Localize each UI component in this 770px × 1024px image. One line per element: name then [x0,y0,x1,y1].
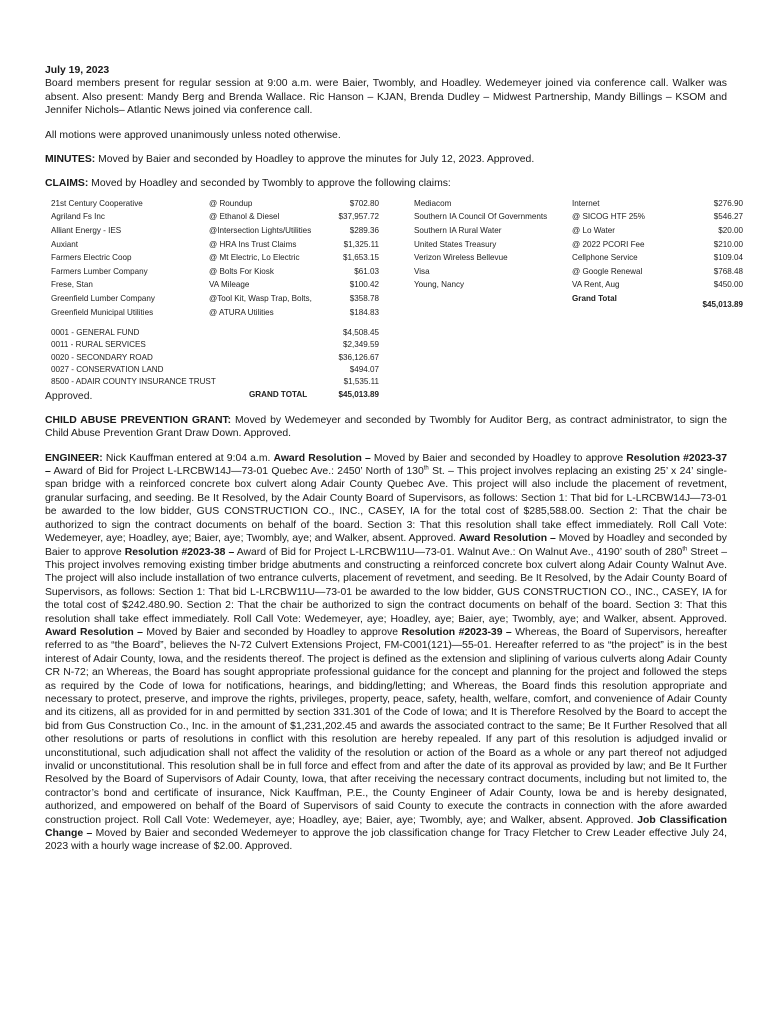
fund-summary [51,327,379,401]
claims-amount-column-2 [675,197,743,292]
fund-total-row [51,389,379,401]
claims-vendor-column-1 [51,197,155,319]
claim-amount: $276.90 [713,198,743,208]
engineer-bold: Award Resolution – [458,533,556,545]
fund-amount: $1,535.11 [343,377,379,387]
fund-amount: $4,508.45 [342,327,379,337]
claim-desc: Internet [572,198,600,208]
claim-amount: $768.48 [713,266,743,276]
claim-vendor: Frese, Stan [51,280,93,290]
claim-vendor: Young, Nancy [414,280,465,290]
fund-name: 8500 - ADAIR COUNTY INSURANCE TRUST [51,377,216,387]
engineer-text: Moved by Baier and seconded Wedemeyer to approve the job classification change for Tracy Fletcher to Crew Leader effective July 24, 2023 with a hourly wage increase of $2.00. Approved. [45,828,727,853]
fund-name: 0027 - CONSERVATION LAND [51,365,164,375]
claim-desc: Cellphone Service [572,253,638,263]
engineer-text: Whereas, the Board of Supervisors, hereafter referred to as “the Board”, believes the N-72 Culvert Extensions Project, FM-C001(121)—55-01. Hereafter referred to as “the project” is in the best interest of Adair County, Iowa, and the residents thereof. The project is defined as the extension and sliplining of various culverts along Adair County CR N-72; an Whereas, the Board has sought appropriate professional guidance for the concept and planning for the project and followed the steps as required by the Code of Iowa for notifications, hearings, and bidding/letting; and Whereas, the Board finds this resolution appropriate and necessary to protect, preserve, and improve the rights, privileges, property, peace, safety, health, welfare, comfort, and convenience of Adair County and its citizens, all as provided for in and permitted by section 331.301 of the Code of Iowa; and It is Therefore Resolved by the Board to accept the bid from Gus Construction Co., Inc. in the amount of $1,231,202.45 and awards the associated contract to the same; Be It Further Resolved that all other resolutions or parts of resolutions in conflict with this resolution are hereby repealed. If any part of this resolution is adjudged invalid or unconstitutional, such adjudication shall not affect the validity of the resolution or action of the Board as a whole or any part thereof not adjudged invalid or unconstitutional. This resolution shall be in full force and effect from and after the date of its approval as provided by law; and Be It Further Resolved by the Board of Supervisors of Adair County, Iowa, that after receiving the necessary contract documents, including but not limited to, the contractor’s bond and certificate of insurance, Nick Kauffman, P.E., the County Engineer of Adair County, Iowa be and is hereby designated, authorized, and empowered on behalf of the Board of Supervisors of said County to execute the contracts in connection with the afore awarded construction project. Roll Call Vote: Wedemeyer, aye; Hoadley, aye; Baier, aye; Twombly, aye; and Walker, absent. Approved. [45,626,727,826]
ordinal-suffix: th [682,546,688,553]
claim-vendor: Mediacom [414,198,452,208]
claims-desc-column-1 [209,197,312,319]
claim-amount: $702.80 [349,198,379,208]
engineer-text: Nick Kauffman entered at 9:04 a.m. [102,452,274,464]
engineer-bold: Award Resolution – [273,452,371,464]
minutes-label: MINUTES: [45,154,96,166]
claim-vendor: Auxiant [51,239,78,249]
claim-amount: $450.00 [713,280,743,290]
claim-vendor: United States Treasury [414,239,497,249]
engineer-text: Award of Bid for Project L-LRCBW14J—73-01 Quebec Ave.: 2450’ North of 130 [50,466,424,478]
engineer-text: Street – This project involves removing existing timber bridge abutments and constructing a reinforced concrete box culvert along Adair County Walnut Ave. The project will also include installation of two entrance culverts, placement of revetment, and seeding. Be It Resolved, by the Adair County Board of Supervisors, as follows: Section 1: That bid L-LRCBW11U—73-01 be awarded to the low bidder, GUS CONSTRUCTION CO., INC., CASEY, IA for the total cost of $242.480.90. Section 2: That the chair be authorized to sign the contract documents on behalf of the board. Section 3: That this resolution shall take effect immediately. Roll Call Vote: Wedemeyer, aye; Hoadley, aye; Baier, aye; Twombly, aye; and Walker, absent. Approved. [45,546,727,625]
meeting-date: July 19, 2023 [45,65,110,76]
claim-desc: @Tool Kit, Wasp Trap, Bolts, [209,294,312,303]
claim-desc: VA Mileage [209,280,250,290]
fund-name: 0020 - SECONDARY ROAD [51,352,153,362]
grand-total-label: Grand Total [572,293,617,303]
resolution-2023-37-title: Resolution #2023-37 – [45,452,727,478]
claim-amount: $100.42 [349,280,379,290]
engineer-bold: Award Resolution – [45,626,143,638]
fund-total-label: GRAND TOTAL [249,389,308,399]
claims-text: Moved by Hoadley and seconded by Twombly to approve the following claims: [88,178,451,190]
claim-desc: @ HRA Ins Trust Claims [209,239,297,249]
claims-paragraph [45,177,727,190]
claims-amount-column-1 [309,197,379,319]
claim-amount: $1,325.11 [343,239,379,249]
claim-amount: $358.78 [349,294,379,303]
claim-vendor: Greenfield Municipal Utilities [51,307,154,317]
claims-approved: Approved. [45,390,93,402]
resolution-2023-38-title: Resolution #2023-38 – [124,546,235,558]
fund-row [51,376,379,388]
claim-vendor: Farmers Lumber Company [51,266,148,276]
fund-amount: $2,349.59 [342,340,379,350]
claim-desc: @ Lo Water [572,226,616,236]
claim-vendor: Greenfield Lumber Company [51,294,155,303]
minutes-document [45,64,743,854]
claim-desc: @ Google Renewal [572,266,643,276]
claim-amount: $20.00 [718,226,743,236]
minutes-text: Moved by Baier and seconded by Hoadley to approve the minutes for July 12, 2023. Approved. [95,154,535,166]
engineer-text: Moved by Baier and seconded by Hoadley to approve [370,452,627,464]
claim-amount: $61.03 [354,266,379,276]
engineer-text: Moved by Baier and seconded by Hoadley to approve [142,626,402,638]
child-abuse-label: CHILD ABUSE PREVENTION GRANT: [45,414,232,426]
claims-vendor-column-2 [414,197,547,292]
fund-row [51,327,379,339]
fund-amount: $494.07 [349,365,379,375]
claim-desc: @ Ethanol & Diesel [209,212,280,222]
claim-vendor: Agriland Fs Inc [51,212,105,222]
claim-vendor: 21st Century Cooperative [51,198,143,208]
fund-name: 0011 - RURAL SERVICES [51,340,146,350]
claim-desc: @ Roundup [209,198,253,208]
claim-desc: @ ATURA Utilities [209,307,274,317]
claim-amount: $37,957.72 [338,212,379,222]
engineer-text: Award of Bid for Project L-LRCBW11U—73-01. Walnut Ave.: On Walnut Ave., 4190’ south of 280 [234,546,683,558]
claim-vendor: Visa [414,266,430,276]
job-classification-title: Job Classification Change – [45,814,728,840]
claim-amount: $210.00 [713,239,743,249]
unanimous-note: All motions were approved unanimously unless noted otherwise. [45,129,341,141]
ordinal-suffix: th [423,465,429,472]
minutes-paragraph [45,153,727,166]
fund-amount: $36,126.67 [338,352,379,362]
claims-label: CLAIMS: [45,178,89,190]
claim-amount: $184.83 [349,307,379,317]
claim-vendor: Verizon Wireless Bellevue [414,253,508,263]
claim-amount: $109.04 [713,253,743,263]
claims-desc-column-2 [572,197,645,292]
claim-desc: @ Mt Electric, Lo Electric [209,253,300,263]
fund-row [51,339,379,351]
claim-desc: @ Bolts For Kiosk [209,266,274,276]
resolution-2023-39-title: Resolution #2023-39 – [401,626,512,638]
child-abuse-text: Moved by Wedemeyer and seconded by Twombly for Auditor Berg, as contract administrator, to sign the Child Abuse Prevention Grant Draw Down. Approved. [45,414,727,440]
claim-amount: $1,653.15 [342,253,379,263]
attendance-paragraph: Board members present for regular session at 9:00 a.m. were Baier, Twombly, and Hoadley. Wedemeyer joined via conference call. Walker was absent. Also present: Mandy Berg and Brenda Wallace. Ric Hanson – KJAN, Brenda Dudley – Midwest Partnership, Mandy Billings – KSOM and Jennifer Nichols– Atlantic News joined via conference call. [45,78,727,117]
claim-desc: @ 2022 PCORI Fee [572,239,645,249]
engineer-text: St. – This project involves replacing an existing 25’ x 24’ single-span bridge with a reinforced concrete box culvert along Adair County Quebec Ave. This project will also include the placement of revetment, granular surfacing, and seeding. Be It Resolved, by the Adair County Board of Supervisors, as follows: Section 1: That bid for L-LRCBW14J—73-01 be awarded to the low bidder, GUS CONSTRUCTION CO., INC., CASEY, IA for the total cost of $285,588.00. Section 2: That the chair be authorized to sign the contract documents on behalf of the board. Section 3: That this resolution shall take effect immediately. Roll Call Vote: Wedemeyer, aye; Hoadley, aye; Baier, aye; Twombly, aye; and Walker, absent. Approved. [45,466,727,545]
engineer-label: ENGINEER: [45,452,103,464]
fund-row [51,364,379,376]
claim-desc: VA Rent, Aug [572,280,620,290]
fund-total-amount: $45,013.89 [338,389,379,399]
claim-vendor: Alliant Energy - IES [51,226,122,236]
claims-table [45,197,743,405]
claim-desc: @Intersection Lights/Utilities [209,226,312,236]
claim-vendor: Southern IA Council Of Governments [414,212,548,222]
fund-name: 0001 - GENERAL FUND [51,327,140,337]
engineer-text: Moved by Hoadley and seconded by Baier to approve [45,533,727,558]
fund-row [51,352,379,364]
child-abuse-paragraph [45,414,727,441]
claim-amount: $289.36 [349,226,379,236]
claim-amount: $546.27 [713,212,743,222]
claim-vendor: Southern IA Rural Water [414,226,502,236]
grand-total-value: $45,013.89 [702,299,743,309]
engineer-paragraph [45,452,727,854]
claim-vendor: Farmers Electric Coop [51,253,132,263]
claim-desc: @ SICOG HTF 25% [572,212,645,222]
